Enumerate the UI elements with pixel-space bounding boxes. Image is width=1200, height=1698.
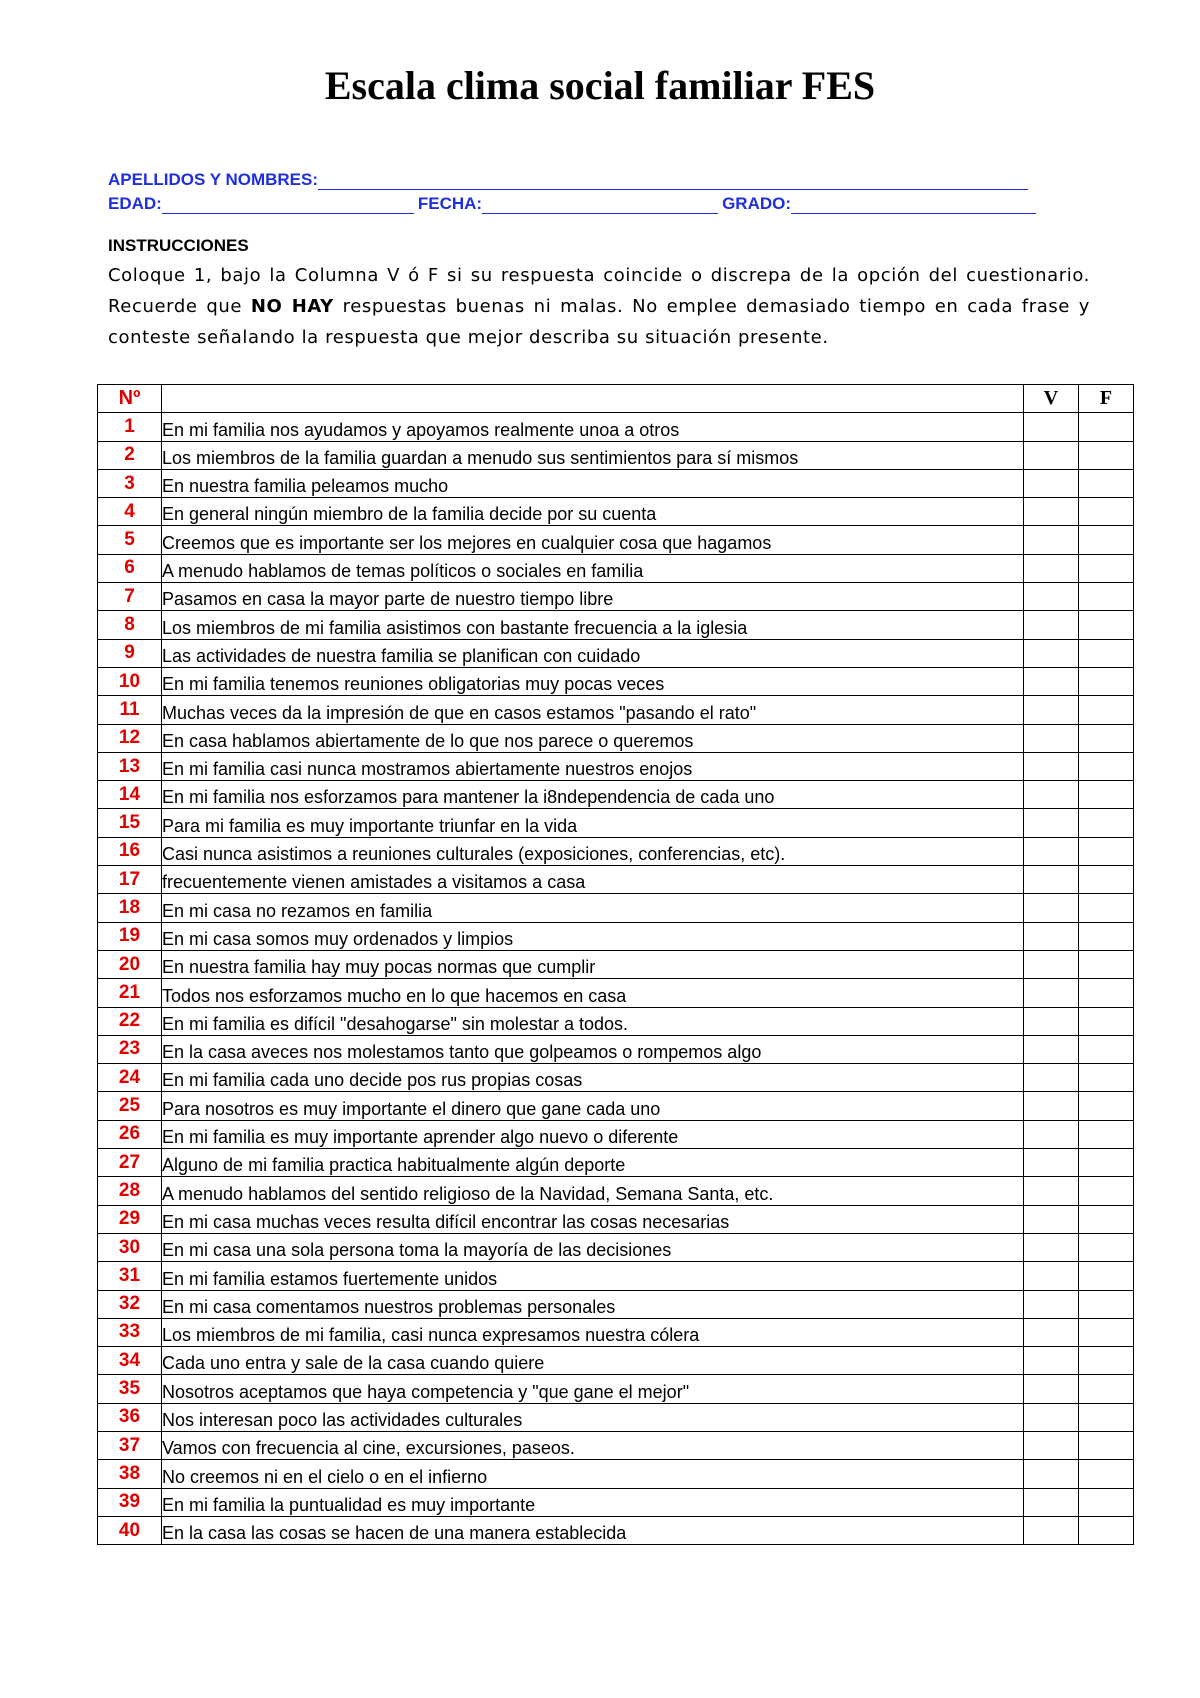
table-row (98, 724, 1134, 752)
table-row (98, 894, 1134, 922)
item-statement: En mi familia cada uno decide pos rus propias cosas (162, 1064, 1024, 1092)
table-row (98, 979, 1134, 1007)
item-number: 2 (98, 441, 162, 469)
table-row (98, 1347, 1134, 1375)
edad-label: EDAD: (108, 194, 162, 213)
table-row (98, 1516, 1134, 1544)
item-statement: Alguno de mi familia practica habitualmente algún deporte (162, 1149, 1024, 1177)
table-row (98, 441, 1134, 469)
item-statement: Para nosotros es muy importante el dinero que gane cada uno (162, 1092, 1024, 1120)
table-row (98, 1318, 1134, 1346)
header-statement (162, 385, 1024, 413)
answer-v-cell[interactable] (1024, 1516, 1079, 1544)
apellidos-label: APELLIDOS Y NOMBRES: (108, 170, 319, 189)
table-row (98, 781, 1134, 809)
answer-f-cell[interactable] (1079, 809, 1134, 837)
questionnaire-table (97, 384, 1134, 1545)
answer-f-cell[interactable] (1079, 667, 1134, 695)
fecha-field[interactable] (482, 195, 718, 214)
answer-f-cell[interactable] (1079, 837, 1134, 865)
answer-v-cell[interactable] (1024, 837, 1079, 865)
item-statement: En nuestra familia hay muy pocas normas que cumplir (162, 950, 1024, 978)
item-number: 35 (98, 1375, 162, 1403)
answer-v-cell[interactable] (1024, 526, 1079, 554)
answer-v-cell[interactable] (1024, 1488, 1079, 1516)
item-statement: A menudo hablamos del sentido religioso de la Navidad, Semana Santa, etc. (162, 1177, 1024, 1205)
fecha-label: FECHA: (417, 194, 483, 213)
table-header-row (98, 385, 1134, 413)
item-number: 33 (98, 1318, 162, 1346)
answer-v-cell[interactable] (1024, 1431, 1079, 1459)
instructions-text (108, 260, 1090, 353)
item-statement: Nos interesan poco las actividades culturales (162, 1403, 1024, 1431)
item-number: 14 (98, 781, 162, 809)
item-number: 13 (98, 752, 162, 780)
table-row (98, 639, 1134, 667)
table-row (98, 1403, 1134, 1431)
instructions-text-part1: Coloque 1, bajo la Columna V ó F si su respuesta coincide o discrepa de la opción del cuestionario. Recuerde que (108, 265, 1090, 317)
item-statement: En mi casa no rezamos en familia (162, 894, 1024, 922)
answer-v-cell[interactable] (1024, 866, 1079, 894)
answer-v-cell[interactable] (1024, 1460, 1079, 1488)
table-row (98, 611, 1134, 639)
table-row (98, 752, 1134, 780)
item-statement: En mi familia nos esforzamos para mantener la i8ndependencia de cada uno (162, 781, 1024, 809)
answer-v-cell[interactable] (1024, 979, 1079, 1007)
answer-f-cell[interactable] (1079, 1177, 1134, 1205)
table-row (98, 1120, 1134, 1148)
answer-f-cell[interactable] (1079, 1431, 1134, 1459)
item-statement: Para mi familia es muy importante triunfar en la vida (162, 809, 1024, 837)
answer-f-cell[interactable] (1079, 413, 1134, 441)
item-number: 20 (98, 950, 162, 978)
answer-v-cell[interactable] (1024, 441, 1079, 469)
answer-v-cell[interactable] (1024, 583, 1079, 611)
item-number: 26 (98, 1120, 162, 1148)
item-number: 40 (98, 1516, 162, 1544)
answer-f-cell[interactable] (1079, 1318, 1134, 1346)
item-number: 16 (98, 837, 162, 865)
answer-f-cell[interactable] (1079, 1092, 1134, 1120)
table-row (98, 1431, 1134, 1459)
answer-f-cell[interactable] (1079, 1262, 1134, 1290)
item-number: 36 (98, 1403, 162, 1431)
answer-f-cell[interactable] (1079, 526, 1134, 554)
answer-v-cell[interactable] (1024, 1403, 1079, 1431)
table-row (98, 583, 1134, 611)
answer-v-cell[interactable] (1024, 1347, 1079, 1375)
item-number: 3 (98, 469, 162, 497)
item-statement: Muchas veces da la impresión de que en casos estamos "pasando el rato" (162, 696, 1024, 724)
item-statement: En mi familia estamos fuertemente unidos (162, 1262, 1024, 1290)
answer-v-cell[interactable] (1024, 469, 1079, 497)
answer-f-cell[interactable] (1079, 611, 1134, 639)
edad-field[interactable] (162, 195, 414, 214)
item-number: 18 (98, 894, 162, 922)
answer-f-cell[interactable] (1079, 1007, 1134, 1035)
item-statement: Las actividades de nuestra familia se planifican con cuidado (162, 639, 1024, 667)
instructions-section (108, 236, 1090, 353)
table-row (98, 1262, 1134, 1290)
item-number: 6 (98, 554, 162, 582)
answer-f-cell[interactable] (1079, 724, 1134, 752)
answer-v-cell[interactable] (1024, 696, 1079, 724)
table-row (98, 1035, 1134, 1063)
item-statement: En mi familia es difícil "desahogarse" sin molestar a todos. (162, 1007, 1024, 1035)
table-row (98, 1460, 1134, 1488)
item-statement: A menudo hablamos de temas políticos o sociales en familia (162, 554, 1024, 582)
answer-f-cell[interactable] (1079, 1290, 1134, 1318)
answer-f-cell[interactable] (1079, 441, 1134, 469)
answer-f-cell[interactable] (1079, 696, 1134, 724)
answer-v-cell[interactable] (1024, 1035, 1079, 1063)
item-statement: Casi nunca asistimos a reuniones culturales (exposiciones, conferencias, etc). (162, 837, 1024, 865)
item-number: 19 (98, 922, 162, 950)
answer-f-cell[interactable] (1079, 1460, 1134, 1488)
answer-v-cell[interactable] (1024, 1120, 1079, 1148)
item-statement: frecuentemente vienen amistades a visitamos a casa (162, 866, 1024, 894)
item-number: 34 (98, 1347, 162, 1375)
item-number: 22 (98, 1007, 162, 1035)
answer-v-cell[interactable] (1024, 611, 1079, 639)
table-row (98, 554, 1134, 582)
instructions-text-part2: respuestas buenas ni malas. No emplee demasiado tiempo en cada frase y conteste señalando la respuesta que mejor describa su situación presente. (108, 296, 1091, 348)
answer-v-cell[interactable] (1024, 724, 1079, 752)
answer-v-cell[interactable] (1024, 667, 1079, 695)
answer-v-cell[interactable] (1024, 781, 1079, 809)
edad-fecha-grado-row (108, 190, 1108, 214)
table-row (98, 696, 1134, 724)
item-number: 7 (98, 583, 162, 611)
answer-f-cell[interactable] (1079, 1035, 1134, 1063)
answer-f-cell[interactable] (1079, 583, 1134, 611)
item-statement: Cada uno entra y sale de la casa cuando quiere (162, 1347, 1024, 1375)
table-row (98, 1177, 1134, 1205)
answer-f-cell[interactable] (1079, 1149, 1134, 1177)
item-number: 39 (98, 1488, 162, 1516)
header-number: Nº (98, 385, 162, 413)
answer-f-cell[interactable] (1079, 894, 1134, 922)
apellidos-field[interactable] (318, 171, 1028, 190)
item-statement: No creemos ni en el cielo o en el infierno (162, 1460, 1024, 1488)
table-row (98, 498, 1134, 526)
item-number: 31 (98, 1262, 162, 1290)
answer-f-cell[interactable] (1079, 1516, 1134, 1544)
item-statement: En la casa las cosas se hacen de una manera establecida (162, 1516, 1024, 1544)
grado-field[interactable] (791, 195, 1036, 214)
answer-f-cell[interactable] (1079, 752, 1134, 780)
item-statement: Creemos que es importante ser los mejores en cualquier cosa que hagamos (162, 526, 1024, 554)
item-number: 21 (98, 979, 162, 1007)
answer-f-cell[interactable] (1079, 781, 1134, 809)
item-statement: En mi casa comentamos nuestros problemas personales (162, 1290, 1024, 1318)
student-info-fields (108, 166, 1108, 214)
item-statement: En general ningún miembro de la familia decide por su cuenta (162, 498, 1024, 526)
answer-f-cell[interactable] (1079, 866, 1134, 894)
answer-v-cell[interactable] (1024, 1205, 1079, 1233)
item-number: 37 (98, 1431, 162, 1459)
table-row (98, 950, 1134, 978)
table-row (98, 1064, 1134, 1092)
item-statement: En mi familia nos ayudamos y apoyamos realmente unoa a otros (162, 413, 1024, 441)
item-statement: En casa hablamos abiertamente de lo que nos parece o queremos (162, 724, 1024, 752)
item-statement: Todos nos esforzamos mucho en lo que hacemos en casa (162, 979, 1024, 1007)
table-row (98, 1092, 1134, 1120)
answer-f-cell[interactable] (1079, 498, 1134, 526)
answer-v-cell[interactable] (1024, 1149, 1079, 1177)
answer-f-cell[interactable] (1079, 1403, 1134, 1431)
table-row (98, 469, 1134, 497)
answer-f-cell[interactable] (1079, 1488, 1134, 1516)
item-number: 12 (98, 724, 162, 752)
answer-v-cell[interactable] (1024, 554, 1079, 582)
answer-v-cell[interactable] (1024, 498, 1079, 526)
item-statement: En mi familia tenemos reuniones obligatorias muy pocas veces (162, 667, 1024, 695)
item-statement: En nuestra familia peleamos mucho (162, 469, 1024, 497)
table-row (98, 1233, 1134, 1261)
table-row (98, 1290, 1134, 1318)
answer-v-cell[interactable] (1024, 950, 1079, 978)
answer-v-cell[interactable] (1024, 1318, 1079, 1346)
item-statement: Los miembros de mi familia, casi nunca expresamos nuestra cólera (162, 1318, 1024, 1346)
table-row (98, 866, 1134, 894)
instructions-heading: INSTRUCCIONES (108, 236, 249, 255)
table-row (98, 1205, 1134, 1233)
item-number: 17 (98, 866, 162, 894)
item-number: 38 (98, 1460, 162, 1488)
table-row (98, 922, 1134, 950)
answer-v-cell[interactable] (1024, 1007, 1079, 1035)
item-number: 25 (98, 1092, 162, 1120)
item-number: 11 (98, 696, 162, 724)
answer-v-cell[interactable] (1024, 809, 1079, 837)
answer-v-cell[interactable] (1024, 1375, 1079, 1403)
answer-f-cell[interactable] (1079, 922, 1134, 950)
answer-f-cell[interactable] (1079, 1205, 1134, 1233)
item-statement: En mi familia la puntualidad es muy importante (162, 1488, 1024, 1516)
table-row (98, 1149, 1134, 1177)
item-statement: Los miembros de la familia guardan a menudo sus sentimientos para sí mismos (162, 441, 1024, 469)
item-statement: En mi familia casi nunca mostramos abiertamente nuestros enojos (162, 752, 1024, 780)
answer-f-cell[interactable] (1079, 1120, 1134, 1148)
answer-f-cell[interactable] (1079, 979, 1134, 1007)
answer-v-cell[interactable] (1024, 1064, 1079, 1092)
answer-v-cell[interactable] (1024, 639, 1079, 667)
answer-f-cell[interactable] (1079, 1375, 1134, 1403)
answer-f-cell[interactable] (1079, 950, 1134, 978)
answer-v-cell[interactable] (1024, 1177, 1079, 1205)
header-f: F (1079, 385, 1134, 413)
item-statement: En mi familia es muy importante aprender algo nuevo o diferente (162, 1120, 1024, 1148)
item-number: 1 (98, 413, 162, 441)
item-statement: En la casa aveces nos molestamos tanto que golpeamos o rompemos algo (162, 1035, 1024, 1063)
answer-v-cell[interactable] (1024, 922, 1079, 950)
item-number: 28 (98, 1177, 162, 1205)
table-row (98, 837, 1134, 865)
item-statement: En mi casa somos muy ordenados y limpios (162, 922, 1024, 950)
answer-f-cell[interactable] (1079, 469, 1134, 497)
answer-f-cell[interactable] (1079, 1233, 1134, 1261)
item-statement: En mi casa muchas veces resulta difícil encontrar las cosas necesarias (162, 1205, 1024, 1233)
answer-f-cell[interactable] (1079, 1064, 1134, 1092)
table-row (98, 809, 1134, 837)
instructions-emphasis: NO HAY (250, 296, 334, 317)
item-statement: Nosotros aceptamos que haya competencia y "que gane el mejor" (162, 1375, 1024, 1403)
item-statement: Pasamos en casa la mayor parte de nuestro tiempo libre (162, 583, 1024, 611)
item-number: 30 (98, 1233, 162, 1261)
table-row (98, 1375, 1134, 1403)
item-number: 9 (98, 639, 162, 667)
answer-v-cell[interactable] (1024, 1092, 1079, 1120)
item-number: 24 (98, 1064, 162, 1092)
answer-v-cell[interactable] (1024, 413, 1079, 441)
answer-v-cell[interactable] (1024, 752, 1079, 780)
item-number: 4 (98, 498, 162, 526)
apellidos-row (108, 166, 1108, 190)
table-row (98, 1488, 1134, 1516)
table-row (98, 1007, 1134, 1035)
grado-label: GRADO: (722, 194, 792, 213)
table-row (98, 667, 1134, 695)
item-number: 29 (98, 1205, 162, 1233)
header-v: V (1024, 385, 1079, 413)
item-number: 15 (98, 809, 162, 837)
answer-v-cell[interactable] (1024, 1233, 1079, 1261)
table-row (98, 526, 1134, 554)
answer-v-cell[interactable] (1024, 1290, 1079, 1318)
item-number: 27 (98, 1149, 162, 1177)
document-title: Escala clima social familiar FES (324, 63, 876, 108)
item-number: 10 (98, 667, 162, 695)
item-number: 5 (98, 526, 162, 554)
item-statement: En mi casa una sola persona toma la mayoría de las decisiones (162, 1233, 1024, 1261)
item-statement: Vamos con frecuencia al cine, excursiones, paseos. (162, 1431, 1024, 1459)
questionnaire-body (98, 413, 1134, 1545)
answer-v-cell[interactable] (1024, 1262, 1079, 1290)
answer-f-cell[interactable] (1079, 639, 1134, 667)
table-row (98, 413, 1134, 441)
item-number: 32 (98, 1290, 162, 1318)
item-number: 23 (98, 1035, 162, 1063)
item-number: 8 (98, 611, 162, 639)
item-statement: Los miembros de mi familia asistimos con bastante frecuencia a la iglesia (162, 611, 1024, 639)
answer-f-cell[interactable] (1079, 1347, 1134, 1375)
answer-v-cell[interactable] (1024, 894, 1079, 922)
answer-f-cell[interactable] (1079, 554, 1134, 582)
